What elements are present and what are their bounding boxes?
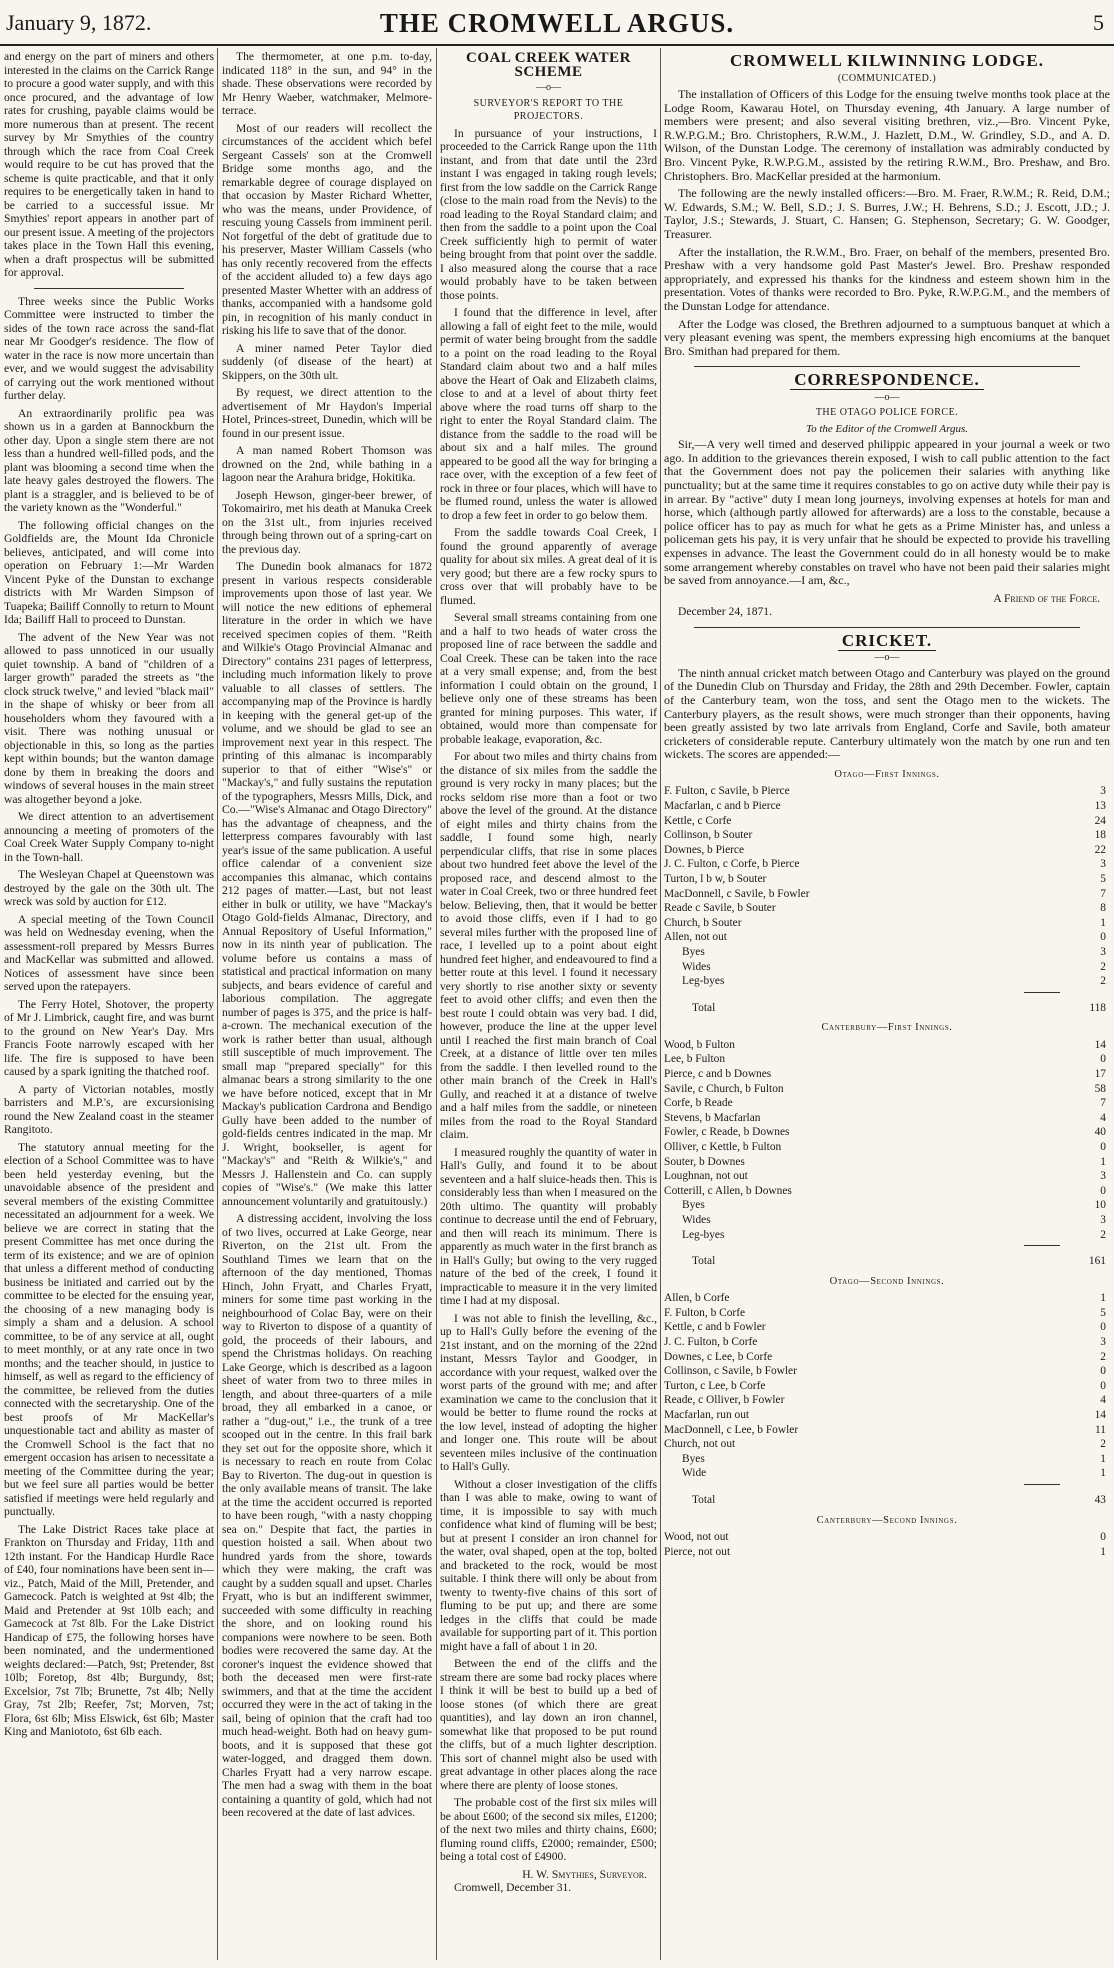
runs: 0 [1100, 931, 1106, 944]
total-rule [1024, 1245, 1060, 1246]
batsman-name: Souter, b Downes [664, 1155, 745, 1168]
score-row [664, 1437, 1110, 1452]
batsman-name: Byes [682, 1199, 705, 1212]
news-paragraph: A party of Victorian notables, mostly barristers and M.P.'s, are excursionising round the New Zealand coast in the steamer Rangitoto. [4, 1082, 214, 1136]
signature: A Friend of the Force. [993, 591, 1100, 605]
section-headline [664, 630, 1110, 650]
runs: 2 [1100, 1228, 1106, 1241]
batsman-name: Fowler, c Reade, b Downes [664, 1126, 790, 1139]
batsman-name: Pierce, c and b Downes [664, 1068, 772, 1081]
score-row [664, 1452, 1110, 1467]
score-row [664, 1364, 1110, 1379]
news-paragraph: A man named Robert Thomson was drowned on the 2nd, while bathing in a lagoon near the Arahura bridge, Hokitika. [222, 444, 432, 484]
innings-title: Otago—First Innings. [834, 768, 940, 780]
runs: 0 [1100, 1365, 1106, 1378]
masthead [0, 0, 1114, 46]
batsman-name: Allen, not out [664, 931, 727, 944]
runs: 4 [1100, 1394, 1106, 1407]
runs: 7 [1100, 1097, 1106, 1110]
news-paragraph: The Ferry Hotel, Shotover, the property of Mr J. Limbrick, caught fire, and was burnt to the ground on New Year's Day. Mrs Francis Foote narrowly escaped with her life. The fire is supposed to have been caused by a spark igniting the thatched roof. [4, 997, 214, 1078]
batsman-name: Macfarlan, run out [664, 1409, 750, 1422]
article-paragraph: For about two miles and thirty chains from the distance of six miles from the saddle the ground is very rocky in many places; but the rocks seldom rise more than a foot or two above the level of the ground. At the distance of eight miles and thirty chains from the saddle, I found some high, nearly perpendicular cliffs, that rise in some places about two hundred feet above the level of the proposed race, and descend almost to the water in Coal Creek, two or three hundred feet below. Believing, then, that it would be better to avoid those cliffs, even if I had to go several miles further with the proposed line of race, I levelled up to a point about eight hundred feet higher, and endeavoured to find a better route at this level. I found it necessary very shortly to rise another sixty or seventy feet to avoid other cliffs; and even then the best route I could obtain was very bad. I did, however, produce the line at the upper level until I reached the first main branch of Coal Creek, at a distance of little over ten miles from the saddle. I then levelled round to the other main branch of the Creek in Hall's Gully, and reached it at a distance of twelve and a half miles from the saddle, or nineteen miles from the road to the Royal Standard claim. [440, 750, 657, 1141]
batsman-name: Collinson, b Souter [664, 829, 753, 842]
score-row [664, 1335, 1110, 1350]
score-row [664, 1350, 1110, 1365]
batsman-name: Cotterill, c Allen, b Downes [664, 1184, 792, 1197]
runs: 8 [1100, 902, 1106, 915]
score-row [664, 1545, 1110, 1560]
article-headline: CROMWELL KILWINNING LODGE. [730, 51, 1044, 70]
score-row [664, 828, 1110, 843]
batsman-name: Wides [682, 1214, 711, 1226]
innings-title: Canterbury—First Innings. [821, 1022, 953, 1034]
score-row [664, 901, 1110, 916]
batsman-name: Lee, b Fulton [664, 1053, 726, 1066]
column-rule [660, 48, 661, 1960]
score-row [664, 1111, 1110, 1126]
news-paragraph: A miner named Peter Taylor died suddenly (of disease of the heart) at Skippers, on the 30th ult. [222, 341, 432, 382]
score-row [664, 1228, 1110, 1243]
runs: 17 [1094, 1068, 1106, 1081]
batsman-name: Church, not out [664, 1438, 736, 1451]
runs: 18 [1094, 829, 1106, 842]
score-row [664, 799, 1110, 814]
score-row [664, 945, 1110, 960]
runs: 3 [1100, 785, 1106, 798]
score-row [664, 843, 1110, 858]
runs: 3 [1100, 858, 1106, 871]
runs: 1 [1100, 1467, 1106, 1480]
runs: 10 [1094, 1199, 1106, 1212]
total-runs: 118 [1089, 1001, 1106, 1014]
column-rule [436, 48, 437, 1960]
score-row [664, 1052, 1110, 1067]
news-paragraph: By request, we direct attention to the advertisement of Mr Haydon's Imperial Hotel, Princes-street, Dunedin, which will be found in our present issue. [222, 386, 432, 440]
article-paragraph: Between the end of the cliffs and the stream there are some bad rocky places where I think it will be best to build up a bed of loose stones (of which there are great quantities), and lay down an iron channel, somewhat like that proposed to be put round the cliffs, but of a much lighter description. This sort of channel might also be used with great advantage in other places along the race where there are plenty of loose stones. [440, 1657, 657, 1792]
ornament: —o— [874, 391, 900, 403]
news-paragraph: The thermometer, at one p.m. to-day, indicated 118° in the sun, and 94° in the shade. These observations were recorded by Mr Henry Waeber, watchmaker, Melmore-terrace. [222, 50, 432, 117]
news-paragraph: The statutory annual meeting for the election of a School Committee was to have been held yesterday evening, but the unavoidable absence of the president and several members of the existing Committee necessitated an adjournment for a week. We believe we are correct in stating that the present Committee has met once during the term of its existence; and we are of opinion that unless a different method of conducting business be initiated and carried out by the committee to be elected for the ensuing year, the choosing of a new managing body is simply a sham and a delusion. A school committee, to be of any service at all, ought to meet monthly, or at any rate once in two months; and the teacher should, in justice to himself, as well as regard to the efficiency of the committee, be relieved from the duties connected with the secretaryship. One of the best proofs of Mr MacKellar's unquestionable tact and ability as master of the Cromwell School is the fact that no emergent occasion has arisen to necessitate a meeting of the Committee during the year; but we feel sure all parties would be better satisfied if meetings were held regularly and punctually. [4, 1140, 214, 1518]
runs: 1 [1100, 1155, 1106, 1168]
news-paragraph: The following official changes on the Goldfields are, the Mount Ida Chronicle believes, anticipated, and will come into operation on February 1:—Mr Warden Vincent Pyke of the Dunstan to exchange districts with Mr Warden Simpson of Tuapeka; Bailiff Connolly to return to Mount Ida; Bailiff Hall to proceed to Dunstan. [4, 518, 214, 626]
batsman-name: Pierce, not out [664, 1545, 731, 1558]
score-row [664, 1466, 1110, 1481]
batsman-name: Stevens, b Macfarlan [664, 1111, 761, 1124]
batsman-name: J. C. Fulton, c Corfe, b Pierce [664, 858, 800, 871]
score-row [664, 1067, 1110, 1082]
section-headline [664, 370, 1110, 390]
batsman-name: Turton, l b w, b Souter [664, 873, 767, 886]
news-paragraph: The Dunedin book almanacs for 1872 present in various respects considerable improvements upon those of last year. We will notice the new editions of ephemeral literature in the order in which we have received specimen copies of them. "Reith and Wilkie's Otago Provincial Almanac and Directory" contains 231 pages of letterpress, including much information likely to prove valuable to all classes of settlers. The accompanying map of the Province is hardly in keeping with the general get-up of the volume, and we should be glad to see an improvement next year in this respect. The printing of this almanac is incomparably superior to that of either "Wise's" or "Mackay's," and fully sustains the reputation of the typographers, Messrs Mills, Dick, and Co.—"Wise's Almanac and Otago Directory" has the advantage of cheapness, and the letterpress compares favourably with last year's issue of the same publication. A useful office calendar of a convenient size accompanies this almanac, which contains 212 pages of matter.—Last, but not least either in bulk or utility, we have "Mackay's Otago Gold-fields Almanac, Directory, and Annual Repository of Useful Information," now in its ninth year of publication. The volume before us contains a mass of statistical and practical information on many subjects, and bears evidence of careful and laborious compilation. The aggregate number of pages is 375, and the price is half-a-crown. The mechanical execution of the work is rather better than usual, although still susceptible of much improvement. The small map "prepared specially" for this almanac bears a strong similarity to the one we have before noticed, except that in Mr Mackay's publication Cardrona and Bendigo Gully have been added to the number of gold-fields centres indicated in the map. Mr J. Wright, bookseller, is agent for "Mackay's" and "Reith & Wilkie's," and Messrs J. Hallenstein and Co. can supply copies of "Wise's." (We make this latter announcement voluntarily and gratuitously.) [222, 560, 432, 1208]
score-row [664, 1155, 1110, 1170]
score-row [664, 1096, 1110, 1111]
article-subhead: (COMMUNICATED.) [837, 72, 937, 84]
score-row [664, 1393, 1110, 1408]
news-paragraph: The Lake District Races take place at Frankton on Thursday and Friday, 11th and 12th instant. For the Handicap Hurdle Race of £40, four nominations have been sent in—viz., Patch, Maid of the Mill, Pretender, and Gamecock. Patch is weighted at 9st 4lb; the Maid and Pretender at 9st 10lb each; and Gamecock at 7st 8lb. For the Lake District Handicap of £75, the following horses have been nominated, and the undermentioned weights declared:—Patch, 9st; Pretender, 8st 10lb; Foretop, 8st 4lb; Burgundy, 8st; Excelsior, 7st 7lb; Brunette, 7st 4lb; Nelly Gray, 7st 2lb; Reefer, 7st; Morven, 7st; Flora, 6st 6lb; Miss Elswick, 6st 6lb; Master King and Maniototo, 6st 6lb each. [4, 1522, 214, 1738]
to-editor-line: To the Editor of the Cromwell Argus. [805, 422, 969, 435]
column-3 [440, 50, 657, 1960]
ornament: —o— [536, 82, 561, 93]
runs: 1 [1100, 1452, 1106, 1465]
batsman-name: Corfe, b Reade [664, 1097, 733, 1110]
runs: 5 [1100, 873, 1106, 886]
runs: 22 [1094, 843, 1106, 856]
article-paragraph: Several small streams containing from one and a half to two heads of water cross the proposed line of race between the saddle and Coal Creek. These can be taken into the race at a very small expense; and, from the best information I could obtain on the ground, I believe only one of these streams has been granted for mining purposes. This water, if obtained, would more than compensate for probable leakage, evaporation, &c. [440, 611, 657, 746]
score-row [664, 1140, 1110, 1155]
total-label: Total [692, 1255, 716, 1268]
article-subhead: THE OTAGO POLICE FORCE. [815, 407, 959, 419]
score-row [664, 1198, 1110, 1213]
runs: 0 [1100, 1053, 1106, 1066]
batsman-name: Reade c Savile, b Souter [664, 902, 776, 915]
runs: 13 [1094, 800, 1106, 813]
runs: 2 [1100, 1438, 1106, 1451]
news-paragraph: and energy on the part of miners and others interested in the claims on the Carrick Range to procure a good water supply, and with this once procured, and the advantage of low rates for crushing, payable claims would be more numerous than at present. The recent survey by Mr Smythies of the country through which the race from Coal Creek would require to be cut has proved that the scheme is quite practicable, and that it only requires to be energetically taken in hand to be carried to a successful issue. Mr Smythies' report appears in another part of our present issue. A meeting of the projectors takes place in the Town Hall this evening, when a draft prospectus will be submitted for approval. [4, 50, 214, 279]
score-row [664, 814, 1110, 829]
total-rule [1024, 992, 1060, 993]
article-paragraph: After the installation, the R.W.M., Bro. Fraer, on behalf of the members, presented Bro. Preshaw with a very handsome gold Past Master's Jewel. Bro. Preshaw responded appropriately, and expressed his thanks for the kindness and esteem shown him in the presentation. Votes of thanks were recorded to Bro. Pyke, R.W.P.G.M., and the members of the Dunstan Lodge for attendance. [664, 244, 1110, 313]
runs: 2 [1100, 1350, 1106, 1363]
divider [694, 627, 1080, 628]
score-row [664, 872, 1110, 887]
score-row [664, 1379, 1110, 1394]
column-2 [222, 50, 432, 1960]
article-headline: COAL CREEK WATER SCHEME [466, 50, 631, 80]
article-paragraph: I measured roughly the quantity of water in Hall's Gully, and found it to be about seventeen and a half sluice-heads then. This is considerably less than when I measured on the 20th ultimo. The quantity will probably continue to decrease until the end of February, and then will reach its minimum. There is apparently as much water in the first branch as in Hall's Gully; but owing to the very rugged nature of the bed of the creek, I found it impracticable to measure it in the very limited time I had at my disposal. [440, 1145, 657, 1307]
signature: H. W. Smythies, Surveyor. [522, 1867, 647, 1881]
runs: 5 [1100, 1306, 1106, 1319]
news-paragraph: An extraordinarily prolific pea was shown us in a garden at Bannockburn the other day. Upon a single stem there are not less than a hundred well-filled pods, and the plant was blooming a second time when the late heavy gales destroyed the flowers. The plant is a straggler, and is believed to be of the variety known as the "Wonderful." [4, 406, 214, 514]
score-row [664, 784, 1110, 799]
batsman-name: Kettle, c Corfe [664, 814, 732, 827]
score-row [664, 1306, 1110, 1321]
score-row [664, 1423, 1110, 1438]
news-paragraph: Joseph Hewson, ginger-beer brewer, of Tokomairiro, met his death at Manuka Creek on the 31st ult., from injuries received through being thrown out of a spring-cart on the previous day. [222, 488, 432, 556]
score-row [664, 1291, 1110, 1306]
runs: 3 [1100, 1336, 1106, 1349]
total-rule [1024, 1484, 1060, 1485]
news-paragraph: We direct attention to an advertisement announcing a meeting of promoters of the Coal Creek Water Supply Company to-night in the Town-hall. [4, 810, 214, 864]
batsman-name: Kettle, c and b Fowler [664, 1321, 766, 1334]
total-label: Total [692, 1001, 716, 1014]
batsman-name: Collinson, c Savile, b Fowler [664, 1365, 797, 1378]
batsman-name: F. Fulton, b Corfe [664, 1306, 746, 1319]
batsman-name: Church, b Souter [664, 916, 742, 929]
runs: 2 [1100, 975, 1106, 988]
newspaper-title: THE CROMWELL ARGUS. [379, 8, 735, 38]
column-4 [664, 50, 1110, 1960]
page-number: 5 [1093, 10, 1104, 35]
runs: 7 [1100, 887, 1106, 900]
batsman-name: MacDonnell, c Savile, b Fowler [664, 887, 810, 900]
batsman-name: MacDonnell, c Lee, b Fowler [664, 1423, 799, 1436]
article-paragraph: The ninth annual cricket match between Otago and Canterbury was played on the ground of the Dunedin Club on Thursday and Friday, the 28th and 29th December. Fowler, captain of the Canterbury team, won the toss, and sent the Otago men to the wickets. The Canterbury players, as the result shows, were much stronger than their opponents, having been greatly assisted by two late arrivals from England, Corfe and Savile, both amateur cricketers of considerable repute. Canterbury ultimately won the match by one run and ten wickets. The scores are appended:— [664, 665, 1110, 762]
news-paragraph: A special meeting of the Town Council was held on Wednesday evening, when the assessment-roll prepared by Messrs Burres and MacKellar was submitted and allowed. Notices of assessment have since been served upon the ratepayers. [4, 912, 214, 993]
batsman-name: Savile, c Church, b Fulton [664, 1082, 784, 1095]
column-1 [4, 50, 214, 1960]
runs: 3 [1100, 946, 1106, 958]
article-paragraph: The following are the newly installed officers:—Bro. M. Fraer, R.W.M.; R. Reid, D.M.; W. Edwards, S.M.; W. Bell, S.D.; J. S. Burres, J.W.; H. Behrens, S.D.; J. Escott, J.D.; J. Taylor, J.S.; Stewards, J. Stuart, C. Hansen; G. Stephenson, Secretary; G. W. Goodger, Treasurer. [664, 186, 1110, 241]
score-row [664, 1184, 1110, 1199]
batsman-name: Downes, c Lee, b Corfe [664, 1350, 773, 1363]
batsman-name: Wood, b Fulton [664, 1038, 735, 1051]
innings-title: Canterbury—Second Innings. [816, 1514, 958, 1526]
score-row [664, 1038, 1110, 1053]
article-paragraph: I found that the difference in level, after allowing a fall of eight feet to the mile, would permit of water being brought from the saddle to a point on the road leading to the Royal Standard claim about two and a half miles above the Heart of Oak and Elizabeth claims, close to and at a level of about thirty feet above where the road turns off sharp to the right to enter the Royal Standard claim. The distance from the saddle to the road will be about six and a half miles. The ground appeared to be good all the way for bringing a race over, with the exception of a few feet of rock in three or four places, which will have to be flumed round, unless the water is allowed to drop a few feet in order to go below them. [440, 306, 657, 522]
batsman-name: Wides [682, 960, 711, 973]
batsman-name: J. C. Fulton, b Corfe [664, 1336, 758, 1349]
runs: 1 [1100, 916, 1106, 929]
score-row [664, 1125, 1110, 1140]
total-runs: 43 [1094, 1494, 1106, 1506]
divider [694, 366, 1080, 367]
article-paragraph: I was not able to finish the levelling, &c., up to Hall's Gully before the evening of the 21st instant, and on the morning of the 22nd instant, Messrs Taylor and Goodger, in accordance with your request, walked over the worst parts of the ground with me; and after examination we came to the conclusion that it would be better to flume round the rocks at the low level, instead of adopting the higher and longer one. This route will be about seventeen miles inclusive of the continuation to Hall's Gully. [440, 1311, 657, 1473]
batsman-name: Leg-byes [682, 1228, 725, 1241]
score-row [664, 1169, 1110, 1184]
batsman-name: Macfarlan, c and b Pierce [664, 800, 781, 813]
runs: 14 [1094, 1409, 1106, 1422]
runs: 40 [1094, 1126, 1106, 1139]
runs: 58 [1094, 1082, 1106, 1095]
runs: 0 [1100, 1141, 1106, 1154]
runs: 24 [1094, 814, 1106, 827]
dateline: December 24, 1871. [678, 605, 773, 619]
score-row [664, 1408, 1110, 1423]
article-subhead: SURVEYOR'S REPORT TO THE PROJECTORS. [473, 97, 624, 122]
total-label: Total [692, 1494, 716, 1506]
score-row [664, 1082, 1110, 1097]
news-paragraph: The advent of the New Year was not allowed to pass unnoticed in our usually quiet township. A band of "children of a larger growth" paraded the streets as "the clock struck twelve," and levied "black mail" in the shape of whisky or beer from all householders whom they favoured with a visit. There was nothing unusual or objectionable in this, so long as the parties kept within bounds; but the wanton damage done by them in breaking the doors and windows of several houses in the main street was altogether beyond a joke. [4, 630, 214, 806]
batsman-name: Turton, c Lee, b Corfe [664, 1379, 766, 1392]
runs: 1 [1100, 1292, 1106, 1305]
divider [34, 288, 184, 289]
score-row [664, 930, 1110, 945]
score-row [664, 857, 1110, 872]
innings-title: Otago—Second Innings. [829, 1275, 945, 1287]
batsman-name: F. Fulton, c Savile, b Pierce [664, 785, 790, 798]
score-row [664, 1213, 1110, 1228]
total-row [664, 1254, 1110, 1269]
total-runs: 161 [1088, 1255, 1106, 1268]
runs: 0 [1100, 1531, 1106, 1544]
batsman-name: Downes, b Pierce [664, 843, 745, 856]
score-row [664, 887, 1110, 902]
batsman-name: Loughnan, not out [664, 1170, 748, 1183]
runs: 4 [1100, 1111, 1106, 1124]
batsman-name: Byes [682, 1452, 705, 1465]
score-row [664, 1530, 1110, 1545]
batsman-name: Byes [682, 946, 705, 958]
batsman-name: Olliver, c Kettle, b Fulton [664, 1141, 782, 1154]
letter-body: Sir,—A very well timed and deserved philippic appeared in your journal a week or two ago. In addition to the grievances therein exposed, I wish to call public attention to the fact that the Government does not pay the policemen their salaries with anything like punctuality; but at the same time it requires constables to go on active duty while their pay is in arrear. By "active" duty I mean long journeys, involving expenses at hotels for man and horse, which (although partly allowed for afterwards) are a loss to the constable, because a police officer has to pay as much for what he gets as a Prime Minister has, and unless a policeman gets his pay, it is very unfair that he should be expected to provide his travelling expenses in advance. The least the Government could do in all honesty would be to make some arrangement whereby constables on travel who have not been paid their salaries might be saved from annoyance.—I am, &c., [664, 437, 1110, 588]
batsman-name: Wide [682, 1467, 707, 1480]
runs: 0 [1100, 1379, 1106, 1392]
article-paragraph: In pursuance of your instructions, I proceeded to the Carrick Range upon the 11th instant, and from that date until the 23rd instant I was engaged in taking rough levels; first from the low saddle on the Carrick Range (close to the main road from the Nevis) to the road leading to the Royal Standard claim; and then from the saddle to a point upon the Coal Creek sufficiently high to permit of water being brought from that point over the saddle. I also measured along the course that a race would probably have to be taken between those points. [440, 126, 657, 302]
ornament: —o— [874, 652, 900, 664]
score-row [664, 960, 1110, 975]
news-paragraph: Three weeks since the Public Works Committee were instructed to timber the sides of the town race across the sand-flat near Mr Goodger's residence. The flow of water in the race is now more uncertain than ever, and we would suggest the advisability of carrying out the work mentioned without further delay. [4, 294, 214, 402]
runs: 0 [1100, 1321, 1106, 1334]
score-row [664, 1320, 1110, 1335]
score-row [664, 974, 1110, 989]
section-headline-text: CORRESPONDENCE. [790, 370, 984, 390]
article-paragraph: From the saddle towards Coal Creek, I found the ground apparently of average quality for about six miles. A great deal of it is very good; but there are a few rocky spurs to cross over that will probably have to be flumed. [440, 526, 657, 607]
total-row [664, 1493, 1110, 1508]
scorecards [664, 768, 1110, 1559]
article-paragraph: Without a closer investigation of the cliffs than I was able to make, owing to want of time, it is impossible to say with much confidence what kind of fluming will be best; but at present I consider an iron channel for the water, oval shaped, open at the top, bolted and bracketed to the rock, would be most suitable. I think there will only be about from twenty to twenty-five chains of this sort of fluming to be put up; and there are some ledges in the cliffs that could be made available for supporting part of it. This portion might have a fall of about 1 in 20. [440, 1477, 657, 1653]
batsman-name: Wood, not out [664, 1531, 729, 1544]
total-row [664, 1001, 1110, 1016]
runs: 0 [1100, 1184, 1106, 1197]
batsman-name: Leg-byes [682, 975, 725, 988]
runs: 14 [1094, 1038, 1106, 1051]
dateline: Cromwell, December 31. [454, 1881, 572, 1894]
runs: 1 [1100, 1545, 1106, 1558]
column-rule [217, 48, 218, 1960]
article-paragraph: The installation of Officers of this Lodge for the ensuing twelve months took place at the Lodge Room, Kawarau Hotel, on Thursday evening, 4th January. A large number of members were present; and also several visiting brethren, viz.,—Bro. Vincent Pyke, R.W.P.G.M.; Bro. Christophers, R.W.M., J. Hazlett, D.M., W. Grindley, S.D., and A. D. Wilson, of the Dunstan Lodge. The ceremony of installation was admirably conducted by Bro. Vincent Pyke, R.W.P.G.M., assisted by the retiring R.W.M., Bro. Preshaw, and Bro. Christophers. Bro. MacKellar presided at the harmonium. [664, 87, 1110, 183]
score-row [664, 916, 1110, 931]
runs: 3 [1100, 1170, 1106, 1183]
news-paragraph: Most of our readers will recollect the circumstances of the accident which befel Sergeant Cassels' son at the Cromwell Bridge some months ago, and the remarkable degree of courage displayed on that occasion by Master Richard Whetter, who was the means, under Providence, of rescuing young Cassels from imminent peril. Not forgetful of the debt of gratitude due to his preserver, Master William Cassels (who has only recently recovered from the effects of the accident alluded to) a few days ago presented Master Whetter with an address of thanks, accompanied with a handsome gold pin, in recognition of his manly conduct in risking his life to save that of the donor. [222, 121, 432, 337]
article-paragraph: The probable cost of the first six miles will be about £600; of the second six miles, £1200; of the next two miles and thirty chains, £600; fluming round cliffs, £2000; remainder, £500; being a total cost of £4900. [440, 1796, 657, 1863]
runs: 3 [1100, 1214, 1106, 1226]
news-paragraph: A distressing accident, involving the loss of two lives, occurred at Lake George, near Riverton, on the 21st ult. From the Southland Times we learn that on the afternoon of the day mentioned, Thomas Hinch, John Fryatt, and Charles Fryatt, miners for some time past working in the neighbourhood of Colac Bay, were on their way to Riverton to dispose of a quantity of gold, the proceeds of their labours, and spend the Christmas holidays. On reaching Lake George, which is described as a lagoon sheet of water from two to three miles in length, and about three-quarters of a mile broad, they all embarked in a canoe, or rather a "dug-out," i.e., the trunk of a tree scooped out in the centre. In this frail bark they set out for the opposite shore, which it is necessary to reach en route from Colac Bay to Riverton. The dug-out in question is the only available means of transit. The lake at the time the accident occurred is reported to have been rough, "with a nasty chopping sea on." Despite that fact, the parties in question hoisted a sail. When about two hundred yards from the shore, towards which they were making, the craft was caught by a sudden squall and upset. Charles Fryatt, who is but an indifferent swimmer, succeeded with some difficulty in reaching the shore, and on looking round his companions were nowhere to be seen. Both bodies were recovered the same day. At the coroner's inquest the evidence showed that both the deceased men were first-rate swimmers, and that at the time the accident occurred they were in the act of taking in the sail, being of opinion that the craft had too much head-weight. Both had on heavy gum-boots, and it is supposed that these got water-logged, and dragged them down. Charles Fryatt had a very narrow escape. The men had a swag with them in the boat containing a quantity of gold, which had not been recovered at the date of last advices. [222, 1212, 432, 1819]
batsman-name: Allen, b Corfe [664, 1292, 730, 1305]
runs: 11 [1095, 1423, 1106, 1436]
section-headline-text: CRICKET. [838, 631, 936, 651]
news-paragraph: The Wesleyan Chapel at Queenstown was destroyed by the gale on the 30th ult. The wreck was sold by auction for £12. [4, 868, 214, 908]
article-paragraph: After the Lodge was closed, the Brethren adjourned to a sumptuous banquet at which a very pleasant evening was spent, the members expressing high encomiums at the banquet Bro. Smithan had prepared for them. [664, 316, 1110, 358]
batsman-name: Reade, c Olliver, b Fowler [664, 1394, 785, 1407]
issue-date: January 9, 1872. [6, 10, 152, 35]
runs: 2 [1100, 960, 1106, 973]
